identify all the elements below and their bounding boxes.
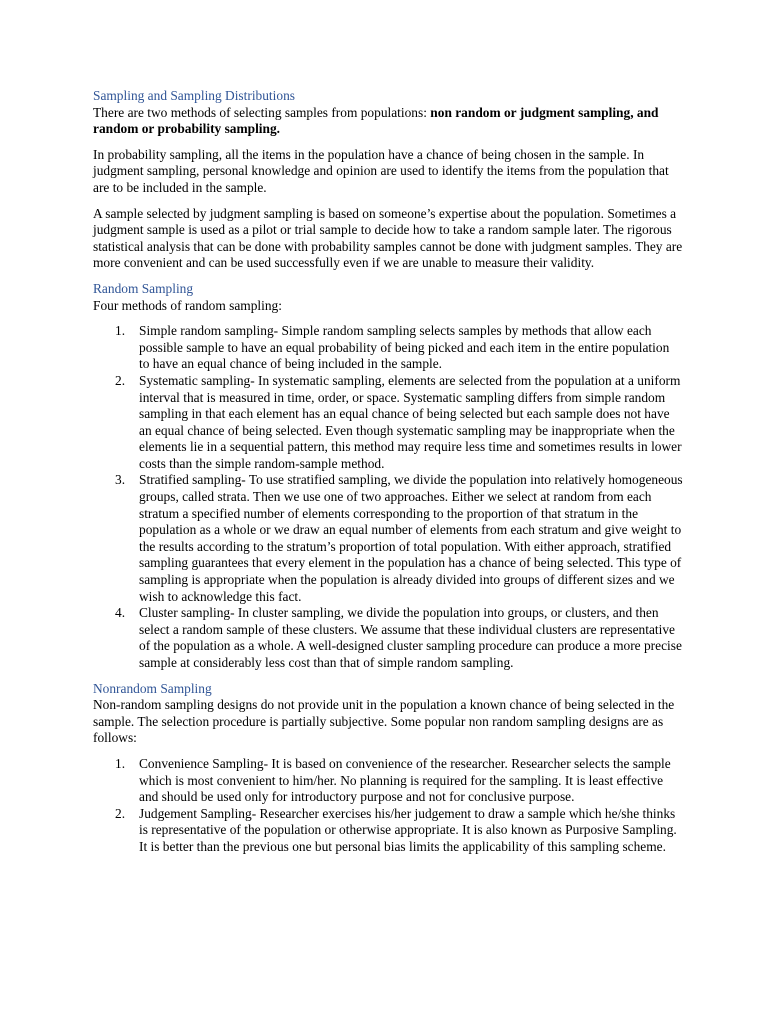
list-item — [93, 605, 683, 671]
nonrandom-intro: Non-random sampling designs do not provide unit in the population a known chance of being selected in the sample. The selection procedure is partially subjective. Some popular non random sampling designs are as follows: — [93, 697, 675, 746]
list-number: 1. — [115, 323, 126, 339]
random-methods-list — [93, 323, 683, 671]
list-number: 3. — [115, 472, 126, 488]
probability-paragraph: In probability sampling, all the items in the population have a chance of being chosen in the sample. In judgment sampling, personal knowledge and opinion are used to identify the items from the population that are to be included in the sample. — [93, 146, 669, 195]
list-item — [93, 756, 683, 806]
section-heading-sampling: Sampling and Sampling Distributions — [93, 88, 295, 103]
list-number: 4. — [115, 605, 126, 621]
list-number: 1. — [115, 755, 126, 771]
section-heading-nonrandom: Nonrandom Sampling — [93, 680, 212, 696]
list-item-text: Simple random sampling- Simple random sampling selects samples by methods that allow each possible sample to have an equal probability of being picked and each item in the entire population to have an equal chance of being included in the sample. — [139, 323, 670, 372]
judgment-paragraph: A sample selected by judgment sampling is based on someone’s expertise about the population. Sometimes a judgment sample is used as a pilot or trial sample to decide how to take a random sample later. The rigorous statistical analysis that can be done with probability samples cannot be done with judgment samples. They are more convenient and can be used successfully even if we are unable to measure their validity. — [93, 205, 683, 271]
list-number: 2. — [115, 372, 126, 388]
list-item-text: Cluster sampling- In cluster sampling, we divide the population into groups, or clusters, and then select a random sample of these clusters. We assume that these individual clusters are representative of the population as a whole. A well-designed cluster sampling procedure can produce a more precise sample at considerably less cost than that of simple random sampling. — [139, 605, 682, 670]
list-item — [93, 806, 683, 856]
section-heading-random: Random Sampling — [93, 280, 194, 296]
list-item-text: Systematic sampling- In systematic sampling, elements are selected from the population at a uniform interval that is measured in time, order, or space. Systematic sampling differs from simple random sampling in that each element has an equal chance of being selected but each sample does not have an equal chance of being selected. Even though systematic sampling may be inappropriate when the elements lie in a sequential pattern, this method may require less time and sometimes results in lower costs than the simple random-sample method. — [139, 372, 682, 471]
list-item-text: Stratified sampling- To use stratified sampling, we divide the population into relatively homogeneous groups, called strata. Then we use one of two approaches. Either we select at random from each stratum a specified number of elements corresponding to the proportion of that stratum in the population as a whole or we draw an equal number of elements from each stratum and give weight to the results according to the stratum’s proportion of total population. With either approach, stratified sampling guarantees that every element in the population has a chance of being selected. This type of sampling is appropriate when the population is already divided into groups of different sizes and we wish to acknowledge this fact. — [139, 472, 683, 604]
list-number: 2. — [115, 805, 126, 821]
list-item — [93, 323, 683, 373]
nonrandom-methods-list — [93, 756, 683, 856]
intro-paragraph — [93, 105, 683, 138]
intro-text: There are two methods of selecting samples from populations: — [93, 104, 431, 120]
random-intro: Four methods of random sampling: — [93, 297, 282, 313]
list-item — [93, 373, 683, 473]
intro-bold-text: non random or judgment sampling, and random or probability sampling. — [93, 104, 659, 137]
list-item-text: Judgement Sampling- Researcher exercises his/her judgement to draw a sample which he/she thinks is representative of the population or otherwise appropriate. It is also known as Purposive Sampling. It is better than the previous one but personal bias limits the applicability of this sampling scheme. — [139, 805, 677, 854]
list-item-text: Convenience Sampling- It is based on convenience of the researcher. Researcher selects the sample which is most convenient to him/her. No planning is required for the sampling. It is least effective and should be used only for introductory purpose and not for conclusive purpose. — [139, 755, 671, 805]
list-item — [93, 472, 683, 605]
document-body — [93, 88, 683, 865]
